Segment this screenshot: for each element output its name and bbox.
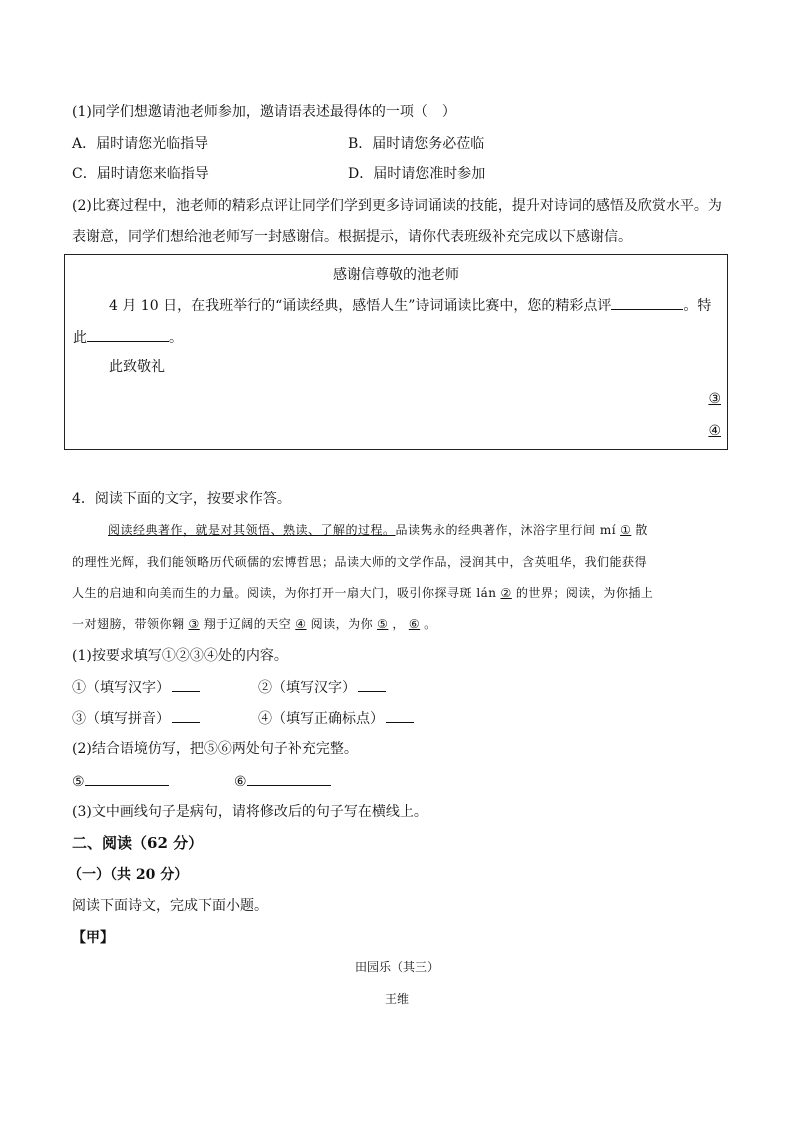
fill-4-blank [386, 708, 414, 723]
letter-body-line1 [109, 295, 711, 316]
q4-sub2: (2)结合语境仿写，把⑤⑥两处句子补充完整。 [72, 741, 358, 757]
underlined-sentence: 阅读经典著作，就是对其领悟、熟读、了解的过程。 [108, 523, 396, 537]
fill-4-label: ④（填写正确标点） [258, 711, 384, 727]
letter-body2-end: 。 [169, 330, 183, 346]
option-a: A．届时请您光临指导 [72, 136, 209, 152]
fill-3-label: ③（填写拼音） [72, 711, 170, 727]
fill-1-blank [172, 677, 200, 692]
passage-text: 的世界；阅读，为你插上 [515, 586, 654, 600]
section2-jia: 【甲】 [72, 930, 114, 946]
blank-1: ① [620, 523, 632, 537]
fill-4 [258, 708, 414, 729]
fill-1 [72, 677, 200, 698]
fill-3-blank [172, 708, 200, 723]
q3-sub2-line1: (2)比赛过程中，池老师的精彩点评让同学们学到更多诗词诵读的技能，提升对诗词的感悟及欣赏水平。为 [72, 198, 722, 214]
blank-4: ④ [295, 617, 307, 631]
q4-sub3: (3)文中画线句子是病句，请将修改后的句子写在横线上。 [72, 804, 428, 820]
fill-2-label: ②（填写汉字） [258, 680, 356, 696]
q4-passage-line3 [72, 583, 653, 603]
fill-1-label: ①（填写汉字） [72, 680, 170, 696]
poem-title: 田园乐（其三） [354, 960, 439, 974]
fill-5-blank [85, 771, 169, 786]
q3-sub1-prompt: (1)同学们想邀请池老师参加，邀请语表述最得体的一项（ ） [72, 104, 456, 120]
letter-body1-end: 。特 [683, 298, 712, 314]
passage-text: 阅读，为你 [310, 617, 374, 631]
blank-5: ⑤ [377, 617, 389, 631]
fill-2 [258, 677, 386, 698]
fill-6 [234, 771, 331, 792]
blank-6: ⑥ [408, 617, 421, 631]
fill-6-blank [247, 771, 331, 786]
q4-sub1: (1)按要求填写①②③④处的内容。 [72, 648, 288, 664]
passage-text: 品读隽永的经典著作，沐浴字里行间 mí [395, 523, 617, 537]
q4-heading: 4．阅读下面的文字，按要求作答。 [72, 491, 291, 507]
section2-title: 二、阅读（62 分） [72, 834, 204, 852]
poem-author: 王维 [384, 992, 409, 1006]
passage-text: 人生的启迪和向美而生的力量。阅读，为你打开一扇大门，吸引你探寻斑 lán [72, 586, 497, 600]
section2-instruction: 阅读下面诗文，完成下面小题。 [72, 898, 268, 914]
letter-closing: 此致敬礼 [109, 359, 165, 375]
fill-5-label: ⑤ [72, 774, 85, 790]
option-c: C．届时请您来临指导 [72, 166, 209, 182]
passage-text: 。 [424, 617, 437, 631]
fill-6-label: ⑥ [234, 774, 247, 790]
letter-mark-3: ③ [708, 391, 721, 407]
fill-5 [72, 771, 169, 792]
letter-mark-4: ④ [708, 423, 721, 439]
letter-body2-start: 此 [73, 330, 87, 346]
letter-blank-2 [87, 327, 169, 342]
letter-box [64, 254, 728, 450]
letter-blank-1 [611, 295, 683, 310]
section2-part1: （一）（共 20 分） [68, 867, 189, 883]
letter-body1-text: 4 月 10 日，在我班举行的“诵读经典，感悟人生”诗词诵读比赛中，您的精彩点评 [109, 298, 612, 314]
letter-body-line2 [73, 327, 183, 348]
q3-sub2-line2: 表谢意，同学们想给池老师写一封感谢信。根据提示，请你代表班级补充完成以下感谢信。 [72, 229, 632, 245]
passage-text: 散 [635, 523, 648, 537]
option-b: B．届时请您务必莅临 [348, 136, 485, 152]
passage-text: 翔于辽阔的天空 [203, 617, 292, 631]
passage-text: ， [392, 617, 405, 631]
passage-text: 一对翅膀，带领你翱 [72, 617, 185, 631]
letter-title: 感谢信尊敬的池老师 [333, 267, 459, 283]
q4-passage-line1 [108, 520, 648, 540]
blank-2: ② [500, 586, 512, 600]
q4-passage-line2: 的理性光辉，我们能领略历代硕儒的宏博哲思；品读大师的文学作品，浸润其中，含英咀华，我们能获得 [72, 555, 648, 569]
fill-2-blank [358, 677, 386, 692]
fill-3 [72, 708, 200, 729]
option-d: D．届时请您准时参加 [348, 166, 486, 182]
q4-passage-line4 [72, 614, 437, 634]
blank-3: ③ [188, 617, 200, 631]
